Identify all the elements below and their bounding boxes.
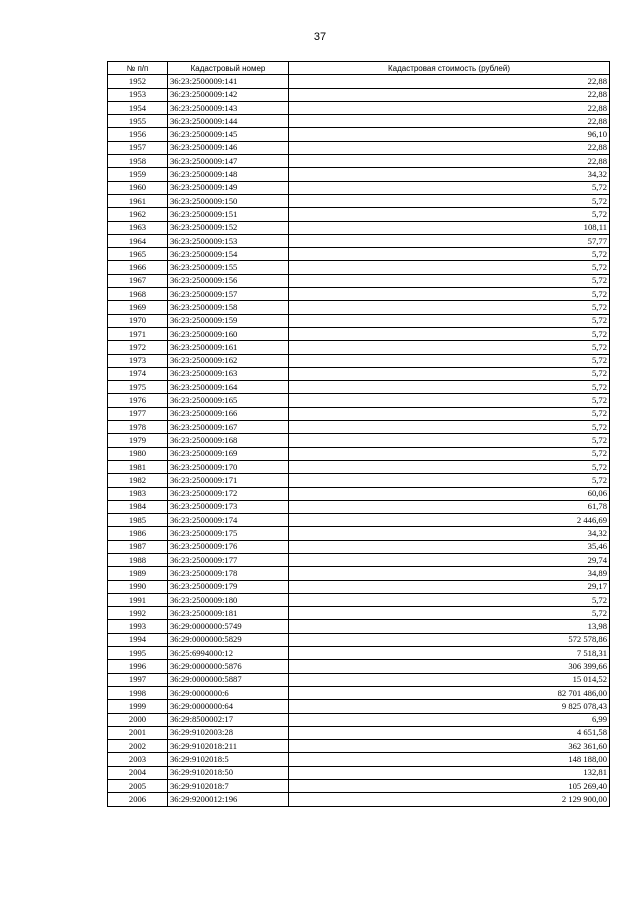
table-row — [108, 101, 610, 114]
row-number: 1999 — [108, 700, 168, 713]
cadastral-number: 36:23:2500009:161 — [168, 341, 289, 354]
row-number: 1954 — [108, 101, 168, 114]
cadastral-number: 36:23:2500009:160 — [168, 327, 289, 340]
cadastral-number: 36:23:2500009:143 — [168, 101, 289, 114]
cadastral-value: 5,72 — [289, 327, 610, 340]
cadastral-number: 36:29:9102018:7 — [168, 780, 289, 793]
cadastral-number: 36:23:2500009:165 — [168, 394, 289, 407]
cadastral-number: 36:29:9102003:28 — [168, 726, 289, 739]
table-row — [108, 128, 610, 141]
table-row — [108, 553, 610, 566]
cadastral-number: 36:23:2500009:146 — [168, 141, 289, 154]
cadastral-value: 2 129 900,00 — [289, 793, 610, 806]
table-row — [108, 647, 610, 660]
cadastral-value: 572 578,86 — [289, 633, 610, 646]
cadastral-value: 2 446,69 — [289, 514, 610, 527]
cadastral-value: 57,77 — [289, 234, 610, 247]
table-row — [108, 633, 610, 646]
cadastral-number: 36:25:6994000:12 — [168, 647, 289, 660]
row-number: 1990 — [108, 580, 168, 593]
row-number: 1976 — [108, 394, 168, 407]
cadastral-number: 36:29:0000000:64 — [168, 700, 289, 713]
cadastral-value: 5,72 — [289, 314, 610, 327]
row-number: 2006 — [108, 793, 168, 806]
row-number: 1979 — [108, 434, 168, 447]
row-number: 2005 — [108, 780, 168, 793]
cadastral-value: 82 701 486,00 — [289, 686, 610, 699]
row-number: 1978 — [108, 421, 168, 434]
table-row — [108, 221, 610, 234]
cadastral-number: 36:23:2500009:164 — [168, 381, 289, 394]
cadastral-value-table — [107, 61, 610, 807]
table-row — [108, 753, 610, 766]
cadastral-number: 36:23:2500009:181 — [168, 607, 289, 620]
row-number: 1965 — [108, 248, 168, 261]
cadastral-number: 36:23:2500009:179 — [168, 580, 289, 593]
cadastral-value: 5,72 — [289, 261, 610, 274]
table-body — [108, 75, 610, 806]
table-row — [108, 421, 610, 434]
table-row — [108, 474, 610, 487]
table-row — [108, 301, 610, 314]
cadastral-value: 5,72 — [289, 474, 610, 487]
page-number: 37 — [313, 31, 327, 43]
cadastral-value: 6,99 — [289, 713, 610, 726]
row-number: 1996 — [108, 660, 168, 673]
cadastral-number: 36:23:2500009:145 — [168, 128, 289, 141]
header-row-number: № п/п — [108, 62, 168, 75]
row-number: 2004 — [108, 766, 168, 779]
table-row — [108, 607, 610, 620]
cadastral-number: 36:23:2500009:180 — [168, 593, 289, 606]
cadastral-value: 5,72 — [289, 593, 610, 606]
table-row — [108, 394, 610, 407]
table-row — [108, 766, 610, 779]
cadastral-number: 36:29:9200012:196 — [168, 793, 289, 806]
cadastral-number: 36:23:2500009:150 — [168, 194, 289, 207]
cadastral-value: 5,72 — [289, 394, 610, 407]
row-number: 1964 — [108, 234, 168, 247]
table-row — [108, 314, 610, 327]
row-number: 1967 — [108, 274, 168, 287]
row-number: 1986 — [108, 527, 168, 540]
cadastral-value: 13,98 — [289, 620, 610, 633]
row-number: 1962 — [108, 208, 168, 221]
row-number: 1963 — [108, 221, 168, 234]
table-row — [108, 234, 610, 247]
cadastral-value: 5,72 — [289, 288, 610, 301]
cadastral-value: 5,72 — [289, 421, 610, 434]
table-row — [108, 580, 610, 593]
cadastral-number: 36:23:2500009:169 — [168, 447, 289, 460]
table-row — [108, 155, 610, 168]
table-row — [108, 88, 610, 101]
cadastral-value: 5,72 — [289, 381, 610, 394]
cadastral-number: 36:29:0000000:5749 — [168, 620, 289, 633]
cadastral-value: 22,88 — [289, 141, 610, 154]
row-number: 1977 — [108, 407, 168, 420]
row-number: 1989 — [108, 567, 168, 580]
row-number: 1969 — [108, 301, 168, 314]
row-number: 1993 — [108, 620, 168, 633]
cadastral-number: 36:23:2500009:166 — [168, 407, 289, 420]
row-number: 1991 — [108, 593, 168, 606]
table-row — [108, 381, 610, 394]
cadastral-number: 36:23:2500009:172 — [168, 487, 289, 500]
cadastral-number: 36:23:2500009:141 — [168, 75, 289, 88]
table-row — [108, 713, 610, 726]
cadastral-value: 5,72 — [289, 607, 610, 620]
cadastral-value: 34,32 — [289, 527, 610, 540]
cadastral-number: 36:23:2500009:142 — [168, 88, 289, 101]
cadastral-value: 22,88 — [289, 75, 610, 88]
cadastral-value: 29,17 — [289, 580, 610, 593]
cadastral-number: 36:23:2500009:149 — [168, 181, 289, 194]
row-number: 1982 — [108, 474, 168, 487]
cadastral-number: 36:23:2500009:148 — [168, 168, 289, 181]
cadastral-value: 362 361,60 — [289, 740, 610, 753]
cadastral-number: 36:29:8500002:17 — [168, 713, 289, 726]
table-row — [108, 673, 610, 686]
cadastral-number: 36:29:9102018:211 — [168, 740, 289, 753]
row-number: 2003 — [108, 753, 168, 766]
row-number: 1974 — [108, 367, 168, 380]
row-number: 1983 — [108, 487, 168, 500]
cadastral-number: 36:23:2500009:151 — [168, 208, 289, 221]
row-number: 1980 — [108, 447, 168, 460]
row-number: 1998 — [108, 686, 168, 699]
row-number: 1995 — [108, 647, 168, 660]
cadastral-number: 36:23:2500009:173 — [168, 500, 289, 513]
table-row — [108, 780, 610, 793]
table-row — [108, 181, 610, 194]
row-number: 1987 — [108, 540, 168, 553]
table-row — [108, 540, 610, 553]
cadastral-number: 36:29:0000000:5887 — [168, 673, 289, 686]
table-row — [108, 567, 610, 580]
row-number: 1972 — [108, 341, 168, 354]
table-row — [108, 261, 610, 274]
cadastral-number: 36:29:0000000:5829 — [168, 633, 289, 646]
table-row — [108, 686, 610, 699]
row-number: 2000 — [108, 713, 168, 726]
row-number: 1992 — [108, 607, 168, 620]
cadastral-value: 5,72 — [289, 367, 610, 380]
cadastral-value: 148 188,00 — [289, 753, 610, 766]
table-row — [108, 194, 610, 207]
cadastral-number: 36:23:2500009:167 — [168, 421, 289, 434]
cadastral-value: 5,72 — [289, 460, 610, 473]
cadastral-value: 34,32 — [289, 168, 610, 181]
cadastral-value: 105 269,40 — [289, 780, 610, 793]
table-row — [108, 341, 610, 354]
row-number: 1952 — [108, 75, 168, 88]
cadastral-value: 108,11 — [289, 221, 610, 234]
row-number: 1975 — [108, 381, 168, 394]
cadastral-value: 22,88 — [289, 115, 610, 128]
table-row — [108, 487, 610, 500]
cadastral-number: 36:23:2500009:177 — [168, 553, 289, 566]
table-row — [108, 248, 610, 261]
table-row — [108, 115, 610, 128]
table-row — [108, 527, 610, 540]
table-row — [108, 793, 610, 806]
row-number: 1966 — [108, 261, 168, 274]
table-row — [108, 168, 610, 181]
cadastral-number: 36:23:2500009:158 — [168, 301, 289, 314]
cadastral-number: 36:23:2500009:176 — [168, 540, 289, 553]
cadastral-value: 5,72 — [289, 208, 610, 221]
row-number: 1970 — [108, 314, 168, 327]
cadastral-number: 36:23:2500009:159 — [168, 314, 289, 327]
cadastral-number: 36:23:2500009:175 — [168, 527, 289, 540]
cadastral-number: 36:23:2500009:154 — [168, 248, 289, 261]
table-row — [108, 620, 610, 633]
table-row — [108, 288, 610, 301]
cadastral-number: 36:23:2500009:153 — [168, 234, 289, 247]
table-row — [108, 75, 610, 88]
cadastral-value: 5,72 — [289, 181, 610, 194]
table-row — [108, 208, 610, 221]
cadastral-value: 34,89 — [289, 567, 610, 580]
cadastral-value: 4 651,58 — [289, 726, 610, 739]
cadastral-number: 36:23:2500009:152 — [168, 221, 289, 234]
cadastral-value: 96,10 — [289, 128, 610, 141]
cadastral-value: 7 518,31 — [289, 647, 610, 660]
cadastral-value: 22,88 — [289, 101, 610, 114]
row-number: 1953 — [108, 88, 168, 101]
table-row — [108, 274, 610, 287]
cadastral-number: 36:29:0000000:6 — [168, 686, 289, 699]
table-row — [108, 514, 610, 527]
table-row — [108, 740, 610, 753]
cadastral-value: 9 825 078,43 — [289, 700, 610, 713]
cadastral-value: 60,06 — [289, 487, 610, 500]
cadastral-value: 5,72 — [289, 301, 610, 314]
cadastral-value: 306 399,66 — [289, 660, 610, 673]
table-row — [108, 593, 610, 606]
header-cadastral-value: Кадастровая стоимость (рублей) — [289, 62, 610, 75]
cadastral-number: 36:23:2500009:155 — [168, 261, 289, 274]
cadastral-number: 36:23:2500009:168 — [168, 434, 289, 447]
cadastral-number: 36:23:2500009:171 — [168, 474, 289, 487]
row-number: 1973 — [108, 354, 168, 367]
cadastral-number: 36:23:2500009:156 — [168, 274, 289, 287]
table-row — [108, 434, 610, 447]
row-number: 1997 — [108, 673, 168, 686]
cadastral-value: 29,74 — [289, 553, 610, 566]
cadastral-number: 36:23:2500009:178 — [168, 567, 289, 580]
cadastral-value: 22,88 — [289, 155, 610, 168]
table-row — [108, 447, 610, 460]
header-cadastral-number: Кадастровый номер — [168, 62, 289, 75]
cadastral-number: 36:29:0000000:5876 — [168, 660, 289, 673]
row-number: 1961 — [108, 194, 168, 207]
row-number: 1957 — [108, 141, 168, 154]
row-number: 1981 — [108, 460, 168, 473]
row-number: 1984 — [108, 500, 168, 513]
cadastral-value: 132,81 — [289, 766, 610, 779]
row-number: 1955 — [108, 115, 168, 128]
cadastral-number: 36:23:2500009:162 — [168, 354, 289, 367]
table-row — [108, 141, 610, 154]
cadastral-number: 36:23:2500009:170 — [168, 460, 289, 473]
cadastral-value: 35,46 — [289, 540, 610, 553]
row-number: 1971 — [108, 327, 168, 340]
row-number: 1958 — [108, 155, 168, 168]
table-row — [108, 407, 610, 420]
cadastral-value: 5,72 — [289, 194, 610, 207]
cadastral-value: 5,72 — [289, 407, 610, 420]
cadastral-number: 36:23:2500009:163 — [168, 367, 289, 380]
cadastral-value: 5,72 — [289, 434, 610, 447]
table-header-row — [108, 62, 610, 75]
row-number: 2001 — [108, 726, 168, 739]
cadastral-value: 5,72 — [289, 354, 610, 367]
row-number: 1994 — [108, 633, 168, 646]
cadastral-number: 36:23:2500009:174 — [168, 514, 289, 527]
row-number: 1959 — [108, 168, 168, 181]
row-number: 2002 — [108, 740, 168, 753]
cadastral-number: 36:29:9102018:5 — [168, 753, 289, 766]
cadastral-value: 5,72 — [289, 341, 610, 354]
cadastral-value: 22,88 — [289, 88, 610, 101]
row-number: 1956 — [108, 128, 168, 141]
cadastral-number: 36:23:2500009:144 — [168, 115, 289, 128]
table-row — [108, 367, 610, 380]
table-row — [108, 354, 610, 367]
cadastral-value: 61,78 — [289, 500, 610, 513]
cadastral-value: 5,72 — [289, 248, 610, 261]
row-number: 1968 — [108, 288, 168, 301]
table-row — [108, 700, 610, 713]
table-row — [108, 726, 610, 739]
cadastral-number: 36:23:2500009:157 — [168, 288, 289, 301]
cadastral-number: 36:23:2500009:147 — [168, 155, 289, 168]
row-number: 1988 — [108, 553, 168, 566]
cadastral-value: 5,72 — [289, 447, 610, 460]
table-row — [108, 660, 610, 673]
cadastral-value: 5,72 — [289, 274, 610, 287]
table-row — [108, 500, 610, 513]
row-number: 1985 — [108, 514, 168, 527]
cadastral-number: 36:29:9102018:50 — [168, 766, 289, 779]
table-row — [108, 327, 610, 340]
table-row — [108, 460, 610, 473]
cadastral-value: 15 014,52 — [289, 673, 610, 686]
row-number: 1960 — [108, 181, 168, 194]
